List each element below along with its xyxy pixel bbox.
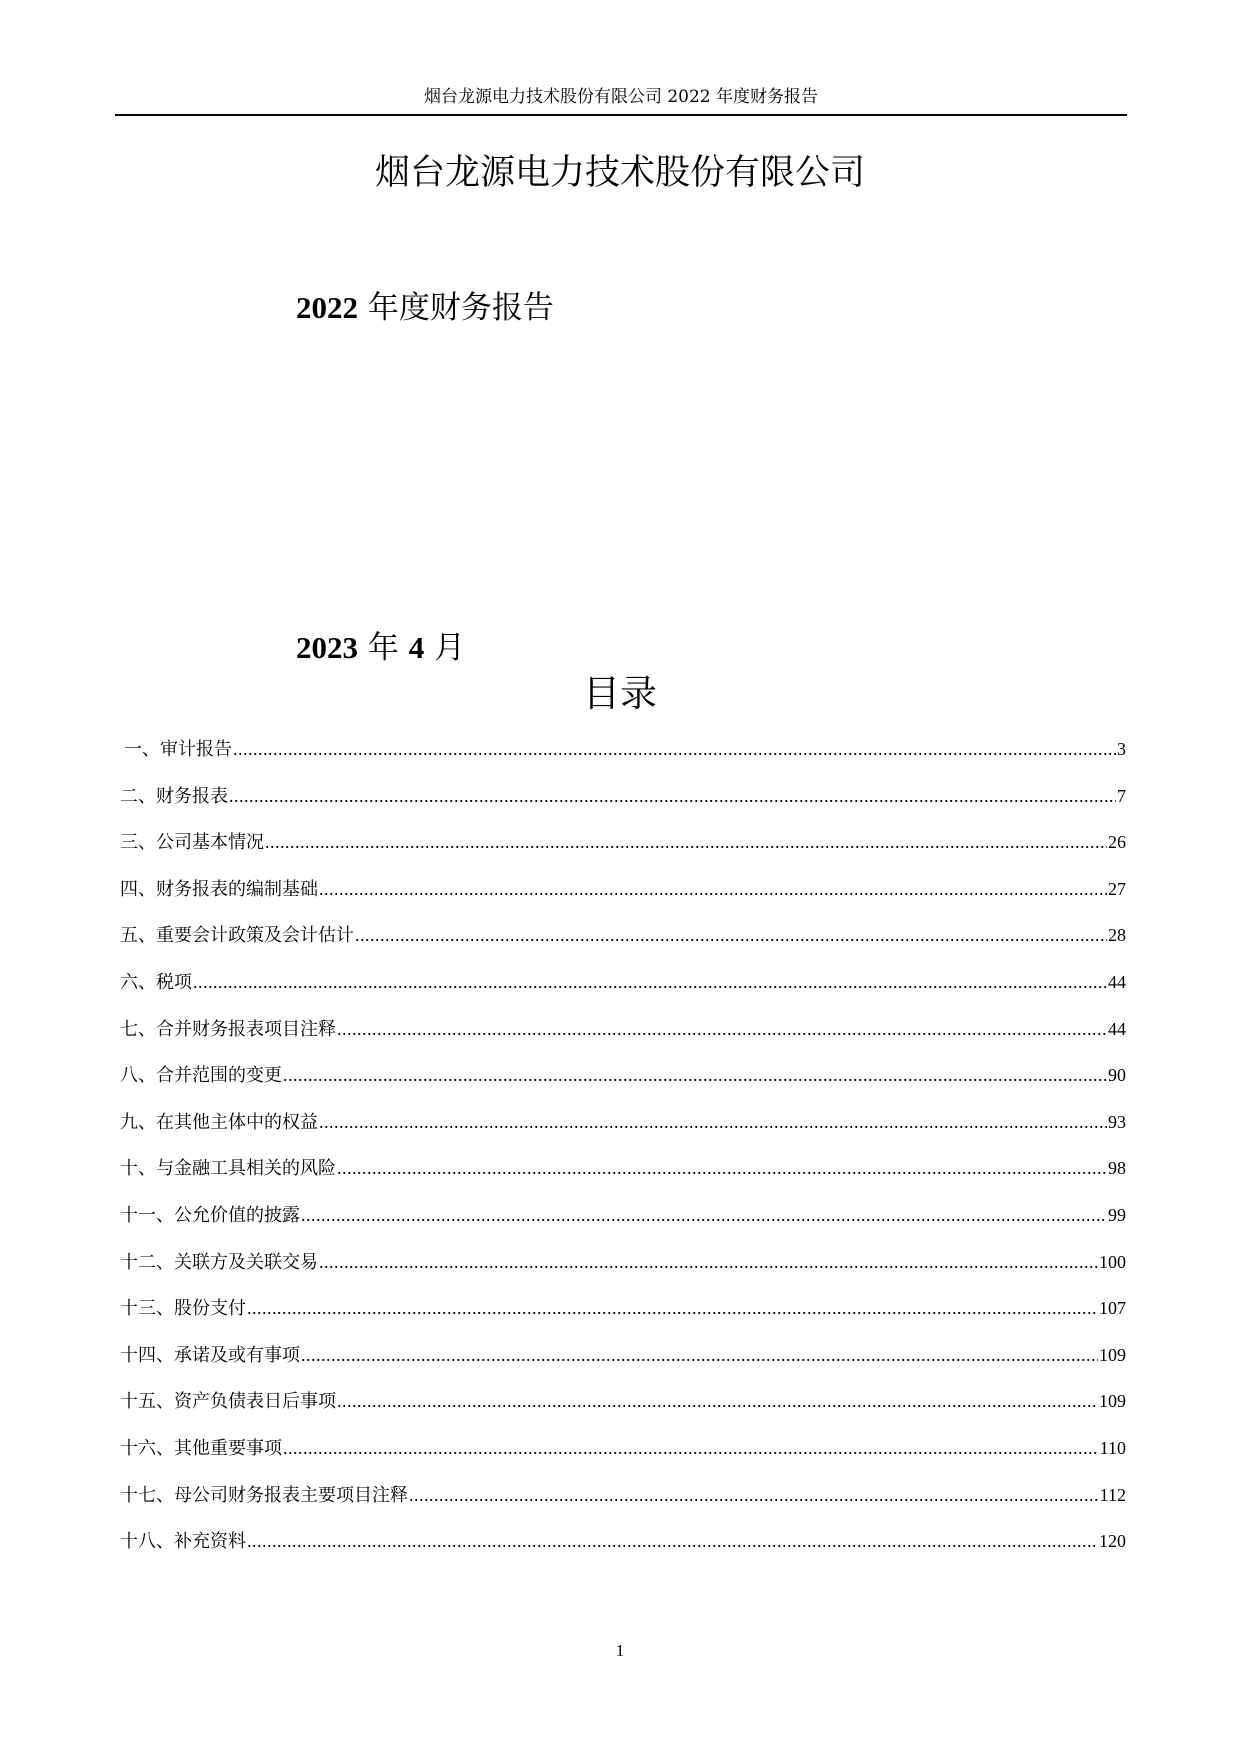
report-date-month: 4 bbox=[408, 630, 425, 665]
toc-entry-page: 7 bbox=[1117, 785, 1126, 806]
toc-dot-leader bbox=[301, 1203, 1107, 1227]
toc-entry-page: 27 bbox=[1108, 878, 1126, 899]
toc-entry-label: 十二、关联方及关联交易 bbox=[120, 1251, 318, 1273]
report-date-month-unit: 月 bbox=[424, 630, 466, 666]
toc-dot-leader bbox=[337, 1389, 1098, 1413]
table-of-contents bbox=[120, 737, 1126, 1576]
toc-entry[interactable] bbox=[120, 1483, 1126, 1530]
toc-dot-leader bbox=[229, 784, 1116, 808]
running-header: 烟台龙源电力技术股份有限公司 2022 年度财务报告 bbox=[423, 87, 819, 107]
report-date-year: 2023 bbox=[296, 630, 358, 665]
toc-entry-page: 3 bbox=[1117, 739, 1126, 759]
toc-entry[interactable] bbox=[120, 830, 1126, 877]
toc-entry[interactable] bbox=[120, 1250, 1126, 1297]
header-rule bbox=[115, 114, 1127, 116]
toc-entry[interactable] bbox=[120, 923, 1126, 970]
toc-entry[interactable] bbox=[120, 1343, 1126, 1390]
toc-dot-leader bbox=[337, 1156, 1107, 1180]
report-title bbox=[296, 286, 554, 330]
toc-dot-leader bbox=[355, 923, 1107, 947]
toc-entry-page: 110 bbox=[1099, 1437, 1126, 1458]
toc-entry-label: 八、合并范围的变更 bbox=[120, 1065, 282, 1087]
toc-entry-label: 十一、公允价值的披露 bbox=[120, 1204, 300, 1226]
toc-entry-page: 26 bbox=[1108, 832, 1126, 853]
toc-entry-page: 44 bbox=[1108, 971, 1126, 992]
toc-entry-label: 七、合并财务报表项目注释 bbox=[120, 1018, 336, 1040]
toc-heading: 目录 bbox=[583, 672, 657, 715]
toc-entry-label: 六、税项 bbox=[120, 971, 192, 993]
toc-entry[interactable] bbox=[120, 1389, 1126, 1436]
toc-entry[interactable] bbox=[120, 1436, 1126, 1483]
toc-dot-leader bbox=[409, 1483, 1099, 1507]
report-year: 2022 bbox=[296, 290, 358, 325]
toc-entry-label: 十五、资产负债表日后事项 bbox=[120, 1391, 336, 1413]
toc-dot-leader bbox=[283, 1063, 1107, 1087]
toc-dot-leader bbox=[265, 830, 1107, 854]
toc-entry-page: 109 bbox=[1099, 1391, 1126, 1412]
toc-entry[interactable] bbox=[120, 877, 1126, 924]
report-title-suffix: 年度财务报告 bbox=[358, 290, 554, 326]
toc-entry-label: 五、重要会计政策及会计估计 bbox=[120, 925, 354, 947]
toc-entry[interactable] bbox=[120, 1529, 1126, 1576]
toc-entry-label: 十三、股份支付 bbox=[120, 1298, 246, 1320]
report-date-year-unit: 年 bbox=[358, 630, 409, 666]
toc-dot-leader bbox=[319, 1110, 1107, 1134]
toc-entry-label: 十四、承诺及或有事项 bbox=[120, 1344, 300, 1366]
toc-dot-leader bbox=[301, 1343, 1098, 1367]
toc-dot-leader bbox=[233, 737, 1116, 761]
toc-entry-label: 九、在其他主体中的权益 bbox=[120, 1111, 318, 1133]
toc-dot-leader bbox=[247, 1296, 1098, 1320]
toc-entry[interactable] bbox=[120, 1156, 1126, 1203]
toc-entry-page: 112 bbox=[1099, 1484, 1126, 1505]
toc-entry[interactable] bbox=[120, 737, 1126, 784]
toc-entry[interactable] bbox=[120, 1203, 1126, 1250]
toc-entry[interactable] bbox=[120, 970, 1126, 1017]
toc-entry-label: 四、财务报表的编制基础 bbox=[120, 878, 318, 900]
company-title: 烟台龙源电力技术股份有限公司 bbox=[374, 153, 865, 193]
toc-entry-page: 28 bbox=[1108, 925, 1126, 946]
toc-entry-page: 93 bbox=[1108, 1111, 1126, 1132]
toc-dot-leader bbox=[193, 970, 1107, 994]
toc-entry-label: 十六、其他重要事项 bbox=[120, 1437, 282, 1459]
toc-entry[interactable] bbox=[120, 784, 1126, 831]
toc-dot-leader bbox=[337, 1017, 1107, 1041]
toc-dot-leader bbox=[319, 877, 1107, 901]
toc-entry-page: 98 bbox=[1108, 1158, 1126, 1179]
report-date bbox=[296, 626, 465, 670]
toc-entry-page: 44 bbox=[1108, 1018, 1126, 1039]
toc-entry[interactable] bbox=[120, 1063, 1126, 1110]
toc-entry[interactable] bbox=[120, 1110, 1126, 1157]
toc-dot-leader bbox=[283, 1436, 1099, 1460]
toc-dot-leader bbox=[247, 1529, 1098, 1553]
toc-entry-label: 二、财务报表 bbox=[120, 785, 228, 807]
toc-entry-label: 十八、补充资料 bbox=[120, 1531, 246, 1553]
toc-entry-page: 107 bbox=[1099, 1298, 1126, 1319]
toc-dot-leader bbox=[319, 1250, 1098, 1274]
toc-entry-page: 100 bbox=[1099, 1251, 1126, 1272]
toc-entry-label: 三、公司基本情况 bbox=[120, 832, 264, 854]
toc-entry[interactable] bbox=[120, 1017, 1126, 1064]
toc-entry[interactable] bbox=[120, 1296, 1126, 1343]
toc-entry-page: 99 bbox=[1108, 1204, 1126, 1225]
toc-entry-label: 十七、母公司财务报表主要项目注释 bbox=[120, 1484, 408, 1506]
toc-entry-page: 109 bbox=[1099, 1344, 1126, 1365]
page-number: 1 bbox=[615, 1641, 625, 1660]
toc-entry-page: 90 bbox=[1108, 1065, 1126, 1086]
toc-entry-label: 一、审计报告 bbox=[124, 739, 232, 760]
toc-entry-page: 120 bbox=[1099, 1531, 1126, 1552]
toc-entry-label: 十、与金融工具相关的风险 bbox=[120, 1158, 336, 1180]
